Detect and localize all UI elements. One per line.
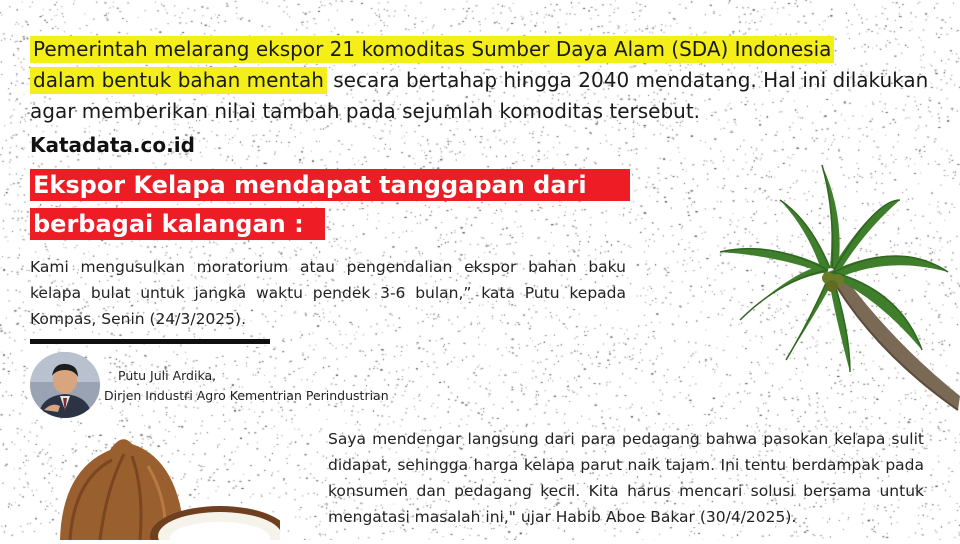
speaker-photo: [30, 352, 100, 418]
intro-highlight-2: dalam bentuk bahan mentah: [30, 67, 327, 94]
intro-paragraph: [30, 34, 935, 127]
divider: [30, 339, 270, 344]
palm-tree-image: [700, 160, 960, 420]
quote-putu: Kami mengusulkan moratorium atau pengendalian ekspor bahan baku kelapa bulat untuk jangka waktu pendek 3-6 bulan,” kata Putu kepada Kompas, Senin (24/3/2025).: [30, 258, 626, 328]
quote-habib: Saya mendengar langsung dari para pedagang bahwa pasokan kelapa sulit didapat, sehingga harga kelapa parut naik tajam. Ini tentu berdampak pada konsumen dan pedagang kecil. Kita harus mencari solusi bersama untuk mengatasi masalah ini," ujar Habib Aboe Bakar (30/4/2025).: [328, 430, 924, 526]
speaker-title: Dirjen Industri Agro Kementrian Perindustrian: [104, 388, 389, 403]
source-label: Katadata.co.id: [30, 133, 195, 157]
intro-highlight-1: Pemerintah melarang ekspor 21 komoditas Sumber Daya Alam (SDA) Indonesia: [30, 36, 834, 63]
heading-line-1: Ekspor Kelapa mendapat tanggapan dari: [30, 169, 630, 201]
heading-line-2: berbagai kalangan :: [30, 208, 325, 240]
speaker-name: Putu Juli Ardika,: [118, 368, 217, 383]
intro-rest: secara bertahap hingga 2040 mendatang. Hal ini dilakukan agar memberikan nilai tambah pada sejumlah komoditas tersebut.: [30, 68, 929, 123]
coconut-image: [40, 430, 280, 540]
